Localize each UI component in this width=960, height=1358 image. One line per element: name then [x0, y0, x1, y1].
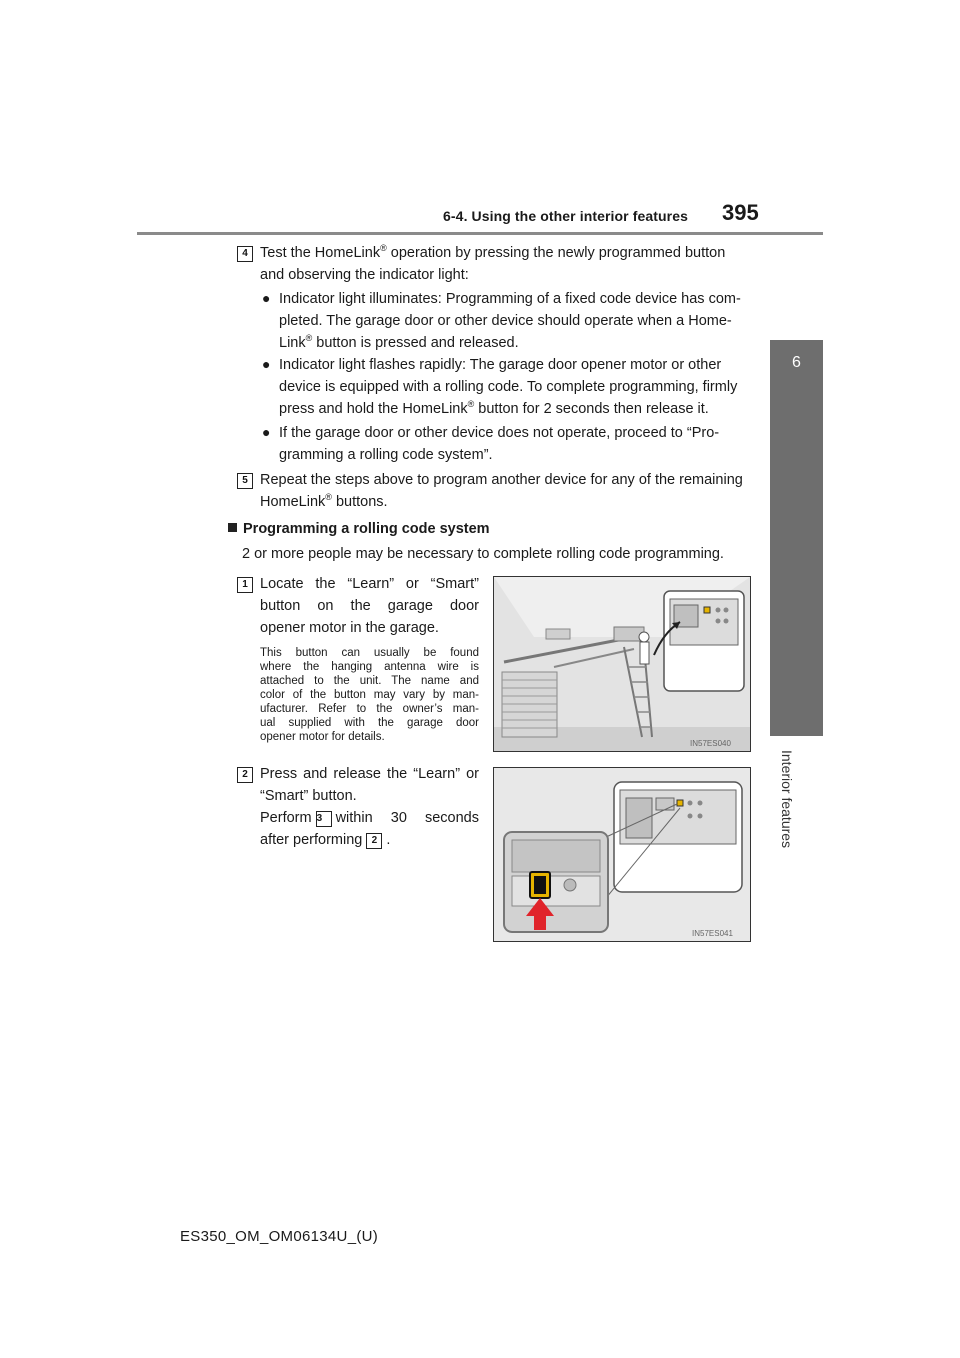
step2-text: Press and release the “Learn” or “Smart” button. Perform 3 within 30 seconds after performing 2 . [260, 766, 479, 848]
bullet-dot: ● [262, 290, 271, 306]
heading-square-icon [228, 523, 237, 532]
inline-step-badge-2: 2 [366, 833, 382, 849]
document-id: ES350_OM_OM06134U_(U) [180, 1228, 379, 1245]
step-badge-1: 1 [237, 577, 253, 593]
garage-illustration [494, 577, 750, 751]
bullet-not-operate: If the garage door or other device does not operate, proceed to “Pro- gramming a rolling code system”. [279, 425, 720, 463]
rolling-intro: 2 or more people may be necessary to complete rolling code programming. [242, 546, 724, 562]
bullet-dot: ● [262, 356, 271, 372]
rolling-code-heading: Programming a rolling code system [228, 521, 490, 537]
page-number: 395 [722, 200, 759, 225]
step5-text: Repeat the steps above to program another device for any of the remaining HomeLink® buttons. [260, 472, 743, 510]
header-rule [137, 232, 823, 235]
figure-code: IN57ES040 [690, 739, 731, 748]
step1-note: This button can usually be found where the hanging antenna wire is attached to the unit. The name and color of the button may vary by man- ufacturer. Refer to the owner’s man- ual supplied with the garage door opener motor for details. [260, 647, 479, 743]
bullet-dot: ● [262, 424, 271, 440]
step-badge-4: 4 [237, 246, 253, 262]
inline-step-badge-3: 3 [316, 811, 332, 827]
section-title: 6-4. Using the other interior features [443, 208, 688, 224]
figure-code: IN57ES041 [692, 929, 733, 938]
bullet-flashes: Indicator light flashes rapidly: The garage door opener motor or other device is equipped with a rolling code. To complete programming, firmly press and hold the HomeLink® button for 2 seconds then release it. [279, 357, 738, 417]
step-badge-5: 5 [237, 473, 253, 489]
bullet-illuminates: Indicator light illuminates: Programming of a fixed code device has com- pleted. The garage door or other device should operate when a Home- Link® button is pressed and released. [279, 291, 741, 351]
step4-text: Test the HomeLink® operation by pressing the newly programmed button and observing the indicator light: [260, 243, 726, 283]
chapter-label: Interior features [779, 750, 795, 849]
step-badge-2: 2 [237, 767, 253, 783]
figure-learn-button [493, 767, 751, 942]
learn-button-illustration [494, 768, 750, 941]
step1-text: Locate the “Learn” or “Smart” button on the garage door opener motor in the garage. [260, 576, 479, 636]
chapter-number: 6 [792, 354, 801, 371]
chapter-tab [770, 340, 823, 736]
figure-garage [493, 576, 751, 752]
